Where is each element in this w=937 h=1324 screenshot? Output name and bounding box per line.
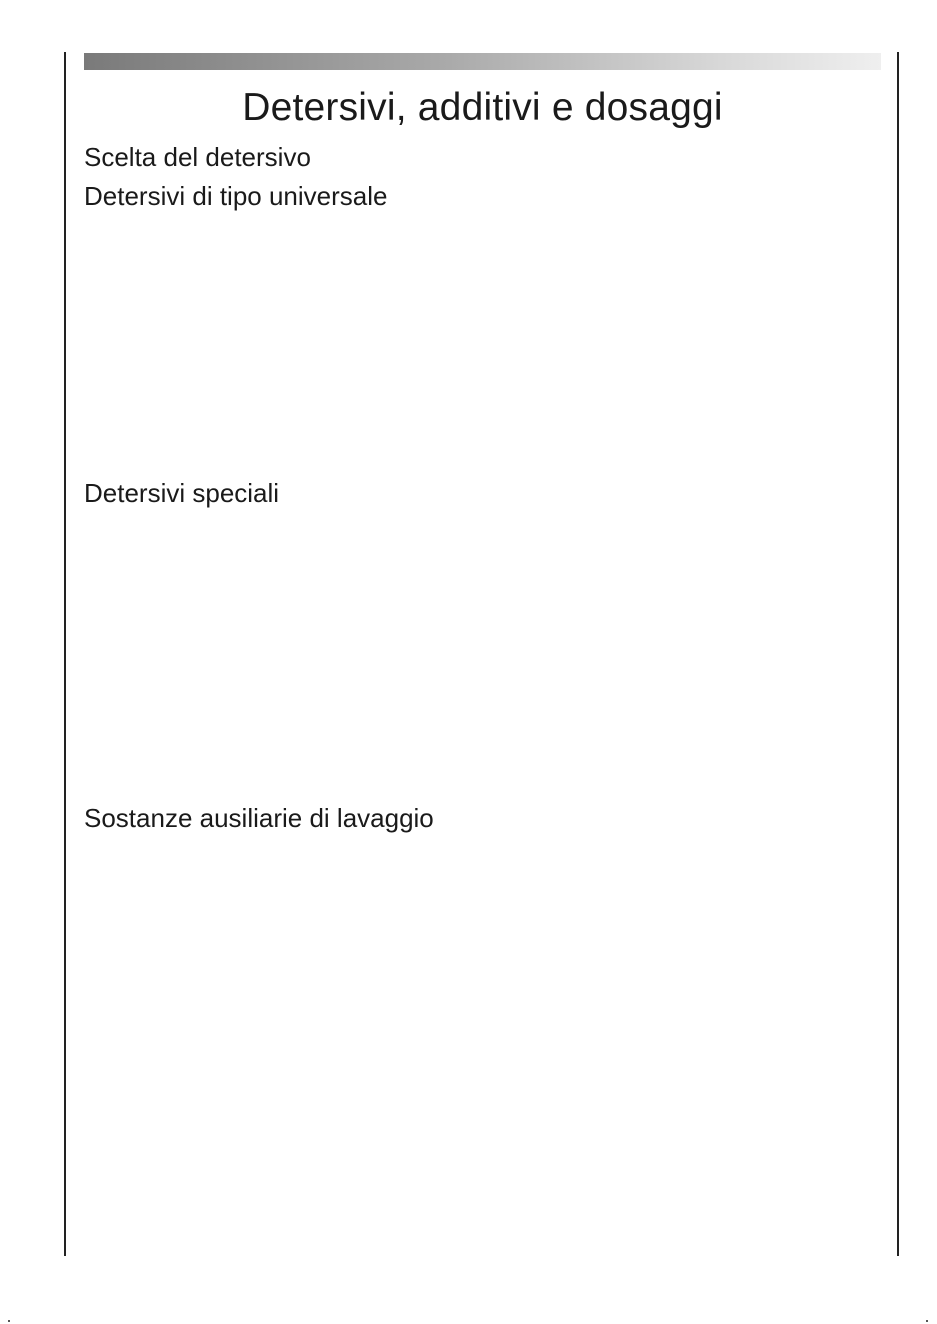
section-heading-detersivi-universali: Detersivi di tipo universale (84, 181, 388, 211)
right-margin-rule (897, 52, 899, 1256)
section-heading-detersivi-speciali: Detersivi speciali (84, 478, 280, 508)
crop-mark-left (8, 1320, 10, 1322)
section-heading-scelta-detersivo: Scelta del detersivo (84, 142, 311, 172)
crop-mark-right (926, 1320, 928, 1322)
left-margin-rule (64, 52, 66, 1256)
page-title: Detersivi, additivi e dosaggi (242, 86, 723, 129)
header-gradient-bar (84, 53, 881, 70)
section-heading-sostanze-ausiliarie: Sostanze ausiliarie di lavaggio (84, 803, 434, 833)
